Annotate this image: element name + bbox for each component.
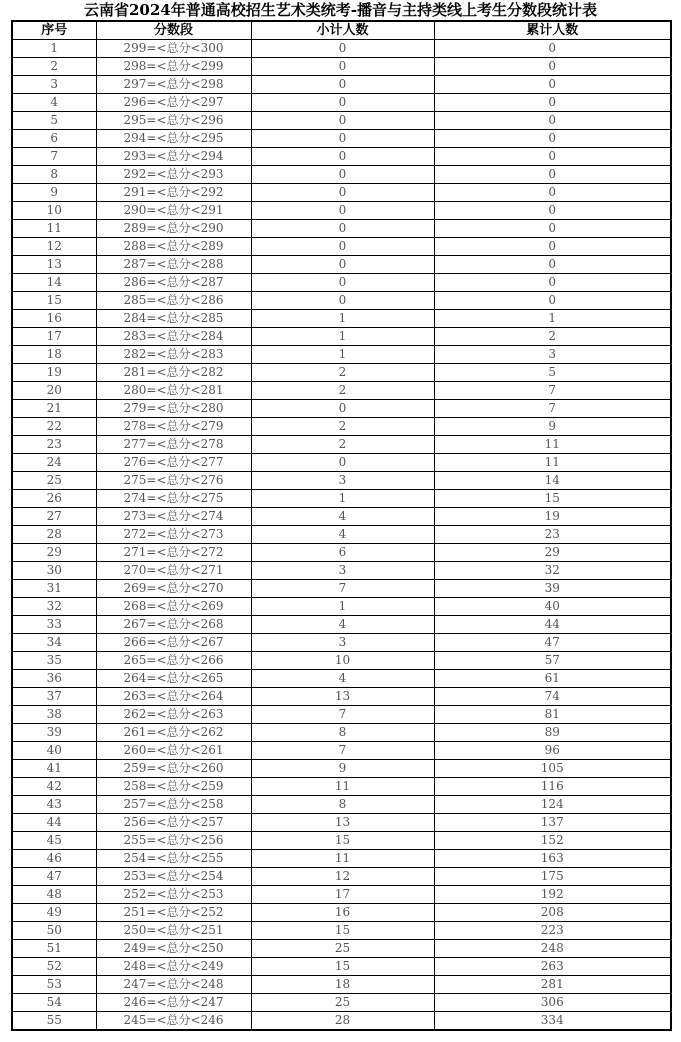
cell-cumulative: 0 <box>434 274 671 292</box>
cell-subtotal: 1 <box>251 490 434 508</box>
cell-cumulative: 152 <box>434 832 671 850</box>
cell-subtotal: 8 <box>251 796 434 814</box>
table-row <box>12 490 671 508</box>
cell-score-range: 250=<总分<251 <box>96 922 251 940</box>
cell-cumulative: 0 <box>434 112 671 130</box>
cell-subtotal: 28 <box>251 1012 434 1031</box>
table-row <box>12 850 671 868</box>
cell-cumulative: 223 <box>434 922 671 940</box>
cell-score-range: 269=<总分<270 <box>96 580 251 598</box>
cell-cumulative: 248 <box>434 940 671 958</box>
cell-subtotal: 9 <box>251 760 434 778</box>
table-row <box>12 94 671 112</box>
cell-score-range: 245=<总分<246 <box>96 1012 251 1031</box>
cell-cumulative: 0 <box>434 256 671 274</box>
table-row <box>12 148 671 166</box>
cell-index: 51 <box>12 940 96 958</box>
cell-index: 16 <box>12 310 96 328</box>
table-row <box>12 40 671 58</box>
cell-index: 43 <box>12 796 96 814</box>
cell-index: 3 <box>12 76 96 94</box>
table-row <box>12 364 671 382</box>
cell-index: 31 <box>12 580 96 598</box>
cell-subtotal: 13 <box>251 814 434 832</box>
table-row <box>12 292 671 310</box>
cell-score-range: 296=<总分<297 <box>96 94 251 112</box>
cell-cumulative: 0 <box>434 58 671 76</box>
cell-cumulative: 11 <box>434 436 671 454</box>
cell-index: 1 <box>12 40 96 58</box>
cell-subtotal: 1 <box>251 346 434 364</box>
cell-score-range: 279=<总分<280 <box>96 400 251 418</box>
table-row <box>12 76 671 94</box>
cell-cumulative: 0 <box>434 202 671 220</box>
cell-cumulative: 81 <box>434 706 671 724</box>
cell-cumulative: 0 <box>434 184 671 202</box>
cell-cumulative: 7 <box>434 400 671 418</box>
cell-subtotal: 0 <box>251 400 434 418</box>
table-row <box>12 328 671 346</box>
cell-subtotal: 3 <box>251 634 434 652</box>
cell-index: 2 <box>12 58 96 76</box>
cell-subtotal: 15 <box>251 832 434 850</box>
cell-subtotal: 11 <box>251 850 434 868</box>
cell-index: 13 <box>12 256 96 274</box>
cell-cumulative: 9 <box>434 418 671 436</box>
cell-subtotal: 12 <box>251 868 434 886</box>
cell-index: 18 <box>12 346 96 364</box>
table-row <box>12 1012 671 1031</box>
cell-subtotal: 0 <box>251 94 434 112</box>
cell-subtotal: 0 <box>251 184 434 202</box>
cell-score-range: 278=<总分<279 <box>96 418 251 436</box>
table-row <box>12 652 671 670</box>
cell-index: 50 <box>12 922 96 940</box>
cell-score-range: 268=<总分<269 <box>96 598 251 616</box>
cell-cumulative: 29 <box>434 544 671 562</box>
cell-cumulative: 15 <box>434 490 671 508</box>
cell-subtotal: 7 <box>251 580 434 598</box>
cell-cumulative: 7 <box>434 382 671 400</box>
cell-index: 47 <box>12 868 96 886</box>
cell-cumulative: 124 <box>434 796 671 814</box>
cell-index: 36 <box>12 670 96 688</box>
cell-score-range: 275=<总分<276 <box>96 472 251 490</box>
cell-cumulative: 44 <box>434 616 671 634</box>
table-row <box>12 184 671 202</box>
cell-index: 17 <box>12 328 96 346</box>
cell-index: 8 <box>12 166 96 184</box>
cell-subtotal: 0 <box>251 238 434 256</box>
cell-cumulative: 5 <box>434 364 671 382</box>
cell-score-range: 276=<总分<277 <box>96 454 251 472</box>
cell-subtotal: 15 <box>251 922 434 940</box>
cell-subtotal: 2 <box>251 436 434 454</box>
cell-index: 45 <box>12 832 96 850</box>
page-title: 云南省2024年普通高校招生艺术类统考-播音与主持类线上考生分数段统计表 <box>84 1 597 19</box>
cell-index: 53 <box>12 976 96 994</box>
cell-subtotal: 25 <box>251 940 434 958</box>
table-row <box>12 130 671 148</box>
cell-score-range: 246=<总分<247 <box>96 994 251 1012</box>
cell-cumulative: 1 <box>434 310 671 328</box>
cell-cumulative: 2 <box>434 328 671 346</box>
cell-subtotal: 0 <box>251 130 434 148</box>
cell-subtotal: 4 <box>251 616 434 634</box>
cell-score-range: 294=<总分<295 <box>96 130 251 148</box>
cell-score-range: 270=<总分<271 <box>96 562 251 580</box>
table-row <box>12 940 671 958</box>
header-subtotal: 小计人数 <box>251 21 434 40</box>
table-row <box>12 922 671 940</box>
table-row <box>12 526 671 544</box>
cell-index: 54 <box>12 994 96 1012</box>
table-row <box>12 220 671 238</box>
cell-subtotal: 0 <box>251 202 434 220</box>
table-header-row <box>12 21 671 40</box>
cell-index: 22 <box>12 418 96 436</box>
cell-subtotal: 4 <box>251 670 434 688</box>
cell-cumulative: 0 <box>434 166 671 184</box>
cell-index: 20 <box>12 382 96 400</box>
cell-cumulative: 0 <box>434 94 671 112</box>
table-row <box>12 886 671 904</box>
table-row <box>12 166 671 184</box>
cell-cumulative: 175 <box>434 868 671 886</box>
cell-subtotal: 0 <box>251 454 434 472</box>
cell-cumulative: 0 <box>434 76 671 94</box>
cell-cumulative: 0 <box>434 148 671 166</box>
cell-score-range: 289=<总分<290 <box>96 220 251 238</box>
cell-cumulative: 11 <box>434 454 671 472</box>
cell-cumulative: 39 <box>434 580 671 598</box>
table-row <box>12 112 671 130</box>
table-row <box>12 454 671 472</box>
cell-index: 9 <box>12 184 96 202</box>
cell-cumulative: 263 <box>434 958 671 976</box>
cell-cumulative: 306 <box>434 994 671 1012</box>
cell-subtotal: 1 <box>251 310 434 328</box>
cell-score-range: 298=<总分<299 <box>96 58 251 76</box>
cell-subtotal: 6 <box>251 544 434 562</box>
cell-index: 48 <box>12 886 96 904</box>
table-row <box>12 796 671 814</box>
cell-index: 5 <box>12 112 96 130</box>
cell-score-range: 264=<总分<265 <box>96 670 251 688</box>
table-row <box>12 742 671 760</box>
cell-score-range: 280=<总分<281 <box>96 382 251 400</box>
header-score-range: 分数段 <box>96 21 251 40</box>
cell-index: 33 <box>12 616 96 634</box>
cell-index: 14 <box>12 274 96 292</box>
table-row <box>12 472 671 490</box>
cell-score-range: 283=<总分<284 <box>96 328 251 346</box>
table-row <box>12 670 671 688</box>
cell-index: 55 <box>12 1012 96 1031</box>
cell-score-range: 291=<总分<292 <box>96 184 251 202</box>
cell-index: 7 <box>12 148 96 166</box>
cell-index: 41 <box>12 760 96 778</box>
cell-subtotal: 4 <box>251 526 434 544</box>
cell-score-range: 254=<总分<255 <box>96 850 251 868</box>
cell-subtotal: 25 <box>251 994 434 1012</box>
cell-score-range: 255=<总分<256 <box>96 832 251 850</box>
table-row <box>12 724 671 742</box>
cell-score-range: 287=<总分<288 <box>96 256 251 274</box>
cell-score-range: 249=<总分<250 <box>96 940 251 958</box>
cell-subtotal: 0 <box>251 76 434 94</box>
table-row <box>12 994 671 1012</box>
cell-cumulative: 0 <box>434 238 671 256</box>
cell-score-range: 277=<总分<278 <box>96 436 251 454</box>
cell-score-range: 263=<总分<264 <box>96 688 251 706</box>
cell-score-range: 293=<总分<294 <box>96 148 251 166</box>
cell-index: 27 <box>12 508 96 526</box>
table-row <box>12 562 671 580</box>
table-row <box>12 436 671 454</box>
cell-score-range: 253=<总分<254 <box>96 868 251 886</box>
cell-cumulative: 334 <box>434 1012 671 1031</box>
cell-index: 10 <box>12 202 96 220</box>
cell-subtotal: 7 <box>251 742 434 760</box>
cell-cumulative: 0 <box>434 292 671 310</box>
cell-subtotal: 0 <box>251 220 434 238</box>
cell-index: 28 <box>12 526 96 544</box>
table-row <box>12 256 671 274</box>
header-cumulative: 累计人数 <box>434 21 671 40</box>
cell-score-range: 257=<总分<258 <box>96 796 251 814</box>
cell-score-range: 266=<总分<267 <box>96 634 251 652</box>
cell-subtotal: 11 <box>251 778 434 796</box>
cell-subtotal: 7 <box>251 706 434 724</box>
cell-score-range: 295=<总分<296 <box>96 112 251 130</box>
cell-index: 42 <box>12 778 96 796</box>
table-row <box>12 706 671 724</box>
cell-subtotal: 0 <box>251 166 434 184</box>
cell-index: 34 <box>12 634 96 652</box>
table-row <box>12 634 671 652</box>
cell-cumulative: 0 <box>434 40 671 58</box>
table-row <box>12 778 671 796</box>
cell-index: 11 <box>12 220 96 238</box>
cell-index: 29 <box>12 544 96 562</box>
cell-cumulative: 192 <box>434 886 671 904</box>
cell-subtotal: 2 <box>251 382 434 400</box>
table-row <box>12 382 671 400</box>
cell-index: 15 <box>12 292 96 310</box>
cell-subtotal: 2 <box>251 418 434 436</box>
cell-score-range: 256=<总分<257 <box>96 814 251 832</box>
cell-subtotal: 17 <box>251 886 434 904</box>
cell-index: 37 <box>12 688 96 706</box>
cell-index: 6 <box>12 130 96 148</box>
cell-cumulative: 163 <box>434 850 671 868</box>
cell-cumulative: 61 <box>434 670 671 688</box>
cell-index: 32 <box>12 598 96 616</box>
cell-score-range: 273=<总分<274 <box>96 508 251 526</box>
cell-cumulative: 105 <box>434 760 671 778</box>
score-distribution-table <box>11 20 672 1031</box>
cell-index: 46 <box>12 850 96 868</box>
cell-score-range: 281=<总分<282 <box>96 364 251 382</box>
cell-subtotal: 1 <box>251 598 434 616</box>
cell-score-range: 265=<总分<266 <box>96 652 251 670</box>
cell-cumulative: 281 <box>434 976 671 994</box>
cell-score-range: 285=<总分<286 <box>96 292 251 310</box>
cell-score-range: 247=<总分<248 <box>96 976 251 994</box>
table-row <box>12 418 671 436</box>
cell-score-range: 271=<总分<272 <box>96 544 251 562</box>
cell-index: 23 <box>12 436 96 454</box>
cell-cumulative: 32 <box>434 562 671 580</box>
table-row <box>12 760 671 778</box>
cell-index: 30 <box>12 562 96 580</box>
cell-score-range: 262=<总分<263 <box>96 706 251 724</box>
cell-index: 52 <box>12 958 96 976</box>
cell-subtotal: 2 <box>251 364 434 382</box>
table-row <box>12 832 671 850</box>
cell-cumulative: 23 <box>434 526 671 544</box>
cell-subtotal: 16 <box>251 904 434 922</box>
cell-cumulative: 19 <box>434 508 671 526</box>
cell-score-range: 297=<总分<298 <box>96 76 251 94</box>
cell-subtotal: 3 <box>251 472 434 490</box>
cell-subtotal: 8 <box>251 724 434 742</box>
cell-index: 19 <box>12 364 96 382</box>
cell-index: 35 <box>12 652 96 670</box>
cell-score-range: 248=<总分<249 <box>96 958 251 976</box>
cell-index: 44 <box>12 814 96 832</box>
cell-score-range: 258=<总分<259 <box>96 778 251 796</box>
cell-score-range: 252=<总分<253 <box>96 886 251 904</box>
cell-score-range: 251=<总分<252 <box>96 904 251 922</box>
cell-index: 24 <box>12 454 96 472</box>
cell-subtotal: 3 <box>251 562 434 580</box>
cell-score-range: 259=<总分<260 <box>96 760 251 778</box>
cell-score-range: 260=<总分<261 <box>96 742 251 760</box>
cell-index: 49 <box>12 904 96 922</box>
cell-subtotal: 0 <box>251 274 434 292</box>
table-body <box>12 40 671 1031</box>
table-row <box>12 958 671 976</box>
header-index: 序号 <box>12 21 96 40</box>
cell-score-range: 290=<总分<291 <box>96 202 251 220</box>
cell-subtotal: 18 <box>251 976 434 994</box>
cell-score-range: 288=<总分<289 <box>96 238 251 256</box>
cell-cumulative: 0 <box>434 220 671 238</box>
cell-subtotal: 0 <box>251 256 434 274</box>
table-row <box>12 310 671 328</box>
cell-index: 26 <box>12 490 96 508</box>
cell-score-range: 261=<总分<262 <box>96 724 251 742</box>
cell-score-range: 274=<总分<275 <box>96 490 251 508</box>
cell-score-range: 272=<总分<273 <box>96 526 251 544</box>
cell-subtotal: 0 <box>251 58 434 76</box>
cell-index: 40 <box>12 742 96 760</box>
table-row <box>12 598 671 616</box>
table-row <box>12 814 671 832</box>
cell-cumulative: 14 <box>434 472 671 490</box>
table-row <box>12 616 671 634</box>
cell-index: 21 <box>12 400 96 418</box>
cell-subtotal: 0 <box>251 112 434 130</box>
cell-index: 38 <box>12 706 96 724</box>
table-row <box>12 868 671 886</box>
cell-index: 39 <box>12 724 96 742</box>
cell-cumulative: 96 <box>434 742 671 760</box>
cell-subtotal: 15 <box>251 958 434 976</box>
table-row <box>12 274 671 292</box>
cell-cumulative: 208 <box>434 904 671 922</box>
cell-subtotal: 0 <box>251 148 434 166</box>
table-row <box>12 400 671 418</box>
table-row <box>12 202 671 220</box>
cell-cumulative: 89 <box>434 724 671 742</box>
table-row <box>12 508 671 526</box>
table-row <box>12 346 671 364</box>
cell-score-range: 284=<总分<285 <box>96 310 251 328</box>
table-row <box>12 580 671 598</box>
cell-subtotal: 0 <box>251 40 434 58</box>
cell-subtotal: 10 <box>251 652 434 670</box>
cell-cumulative: 40 <box>434 598 671 616</box>
cell-cumulative: 116 <box>434 778 671 796</box>
cell-cumulative: 0 <box>434 130 671 148</box>
table-row <box>12 976 671 994</box>
table-row <box>12 58 671 76</box>
cell-cumulative: 47 <box>434 634 671 652</box>
cell-score-range: 267=<总分<268 <box>96 616 251 634</box>
cell-index: 25 <box>12 472 96 490</box>
cell-subtotal: 13 <box>251 688 434 706</box>
cell-cumulative: 74 <box>434 688 671 706</box>
table-row <box>12 904 671 922</box>
cell-score-range: 286=<总分<287 <box>96 274 251 292</box>
table-row <box>12 544 671 562</box>
cell-score-range: 299=<总分<300 <box>96 40 251 58</box>
cell-index: 4 <box>12 94 96 112</box>
cell-cumulative: 137 <box>434 814 671 832</box>
cell-cumulative: 3 <box>434 346 671 364</box>
cell-cumulative: 57 <box>434 652 671 670</box>
cell-score-range: 282=<总分<283 <box>96 346 251 364</box>
table-row <box>12 688 671 706</box>
table-row <box>12 238 671 256</box>
cell-subtotal: 1 <box>251 328 434 346</box>
cell-index: 12 <box>12 238 96 256</box>
cell-subtotal: 0 <box>251 292 434 310</box>
cell-subtotal: 4 <box>251 508 434 526</box>
cell-score-range: 292=<总分<293 <box>96 166 251 184</box>
